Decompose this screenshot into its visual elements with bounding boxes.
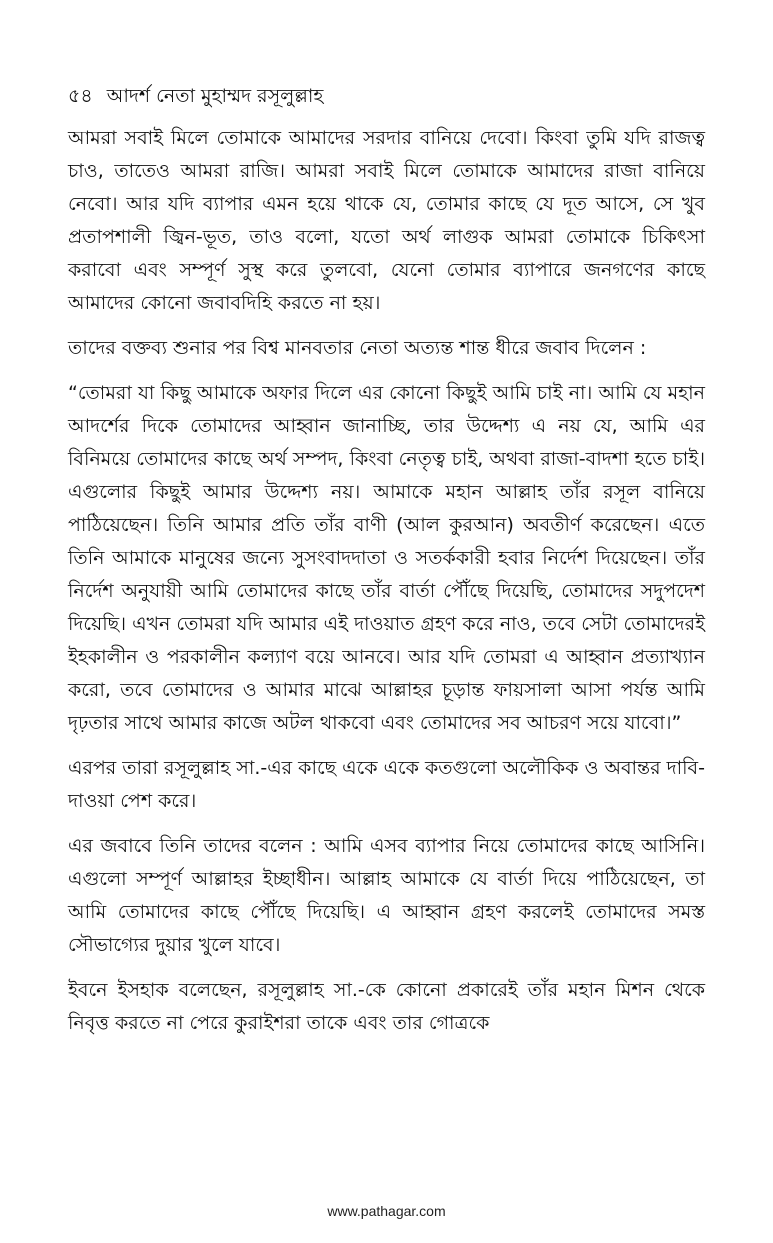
page-number: ৫৪ <box>68 85 93 107</box>
paragraph-6: ইবনে ইসহাক বলেছেন, রসূলুল্লাহ সা.-কে কোনো প্রকারেই তাঁর মহান মিশন থেকে নিবৃত্ত করতে না পেরে কুরাইশরা তাকে এবং তার গোত্রকে <box>68 979 705 1034</box>
footer-website: www.pathagar.com <box>327 1203 446 1219</box>
paragraph-3-quote: “তোমরা যা কিছু আমাকে অফার দিলে এর কোনো কিছুই আমি চাই না। আমি যে মহান আদর্শের দিকে তোমাদের আহ্বান জানাচ্ছি, তার উদ্দেশ্য এ নয় যে, আমি এর বিনিময়ে তোমাদের কাছে অর্থ সম্পদ, কিংবা নেতৃত্ব চাই, অথবা রাজা-বাদশা হতে চাই। এগুলোর কিছুই আমার উদ্দেশ্য নয়। আমাকে মহান আল্লাহ তাঁর রসূল বানিয়ে পাঠিয়েছেন। তিনি আমার প্রতি তাঁর বাণী (আল কুরআন) অবতীর্ণ করেছেন। এতে তিনি আমাকে মানুষের জন্যে সুসংবাদদাতা ও সতর্ককারী হবার নির্দেশ দিয়েছেন। তাঁর নির্দেশ অনুযায়ী আমি তোমাদের কাছে তাঁর বার্তা পৌঁছে দিয়েছি, তোমাদের সদুপদেশ দিয়েছি। এখন তোমরা যদি আমার এই দাওয়াত গ্রহণ করে নাও, তবে সেটা তোমাদেরই ইহকালীন ও পরকালীন কল্যাণ বয়ে আনবে। আর যদি তোমরা এ আহ্বান প্রত্যাখ্যান করো, তবে তোমাদের ও আমার মাঝে আল্লাহর চূড়ান্ত ফায়সালা আসা পর্যন্ত আমি দৃঢ়তার সাথে আমার কাজে অটল থাকবো এবং তোমাদের সব আচরণ সয়ে যাবো।” <box>68 382 705 734</box>
paragraph-4: এরপর তারা রসূলুল্লাহ সা.-এর কাছে একে একে কতগুলো অলৌকিক ও অবান্তর দাবি-দাওয়া পেশ করে। <box>68 757 705 812</box>
book-page <box>68 84 705 1052</box>
paragraph-1: আমরা সবাই মিলে তোমাকে আমাদের সরদার বানিয়ে দেবো। কিংবা তুমি যদি রাজত্ব চাও, তাতেও আমরা রাজি। আমরা সবাই মিলে তোমাকে আমাদের রাজা বানিয়ে নেবো। আর যদি ব্যাপার এমন হয়ে থাকে যে, তোমার কাছে যে দূত আসে, সে খুব প্রতাপশালী জ্বিন-ভূত, তাও বলো, যতো অর্থ লাগুক আমরা তোমাকে চিকিৎসা করাবো এবং সম্পূর্ণ সুস্থ করে তুলবো, যেনো তোমার ব্যাপারে জনগণের কাছে আমাদের কোনো জবাবদিহি করতে না হয়। <box>68 127 705 314</box>
paragraph-2: তাদের বক্তব্য শুনার পর বিশ্ব মানবতার নেতা অত্যন্ত শান্ত ধীরে জবাব দিলেন : <box>68 337 647 359</box>
paragraph-5: এর জবাবে তিনি তাদের বলেন : আমি এসব ব্যাপার নিয়ে তোমাদের কাছে আসিনি। এগুলো সম্পূর্ণ আল্লাহর ইচ্ছাধীন। আল্লাহ আমাকে যে বার্তা দিয়ে পাঠিয়েছেন, তা আমি তোমাদের কাছে পৌঁছে দিয়েছি। এ আহ্বান গ্রহণ করলেই তোমাদের সমস্ত সৌভাগ্যের দুয়ার খুলে যাবে। <box>68 835 705 956</box>
running-header <box>68 84 705 108</box>
running-title: আদর্শ নেতা মুহাম্মদ রসূলুল্লাহ <box>106 85 324 107</box>
